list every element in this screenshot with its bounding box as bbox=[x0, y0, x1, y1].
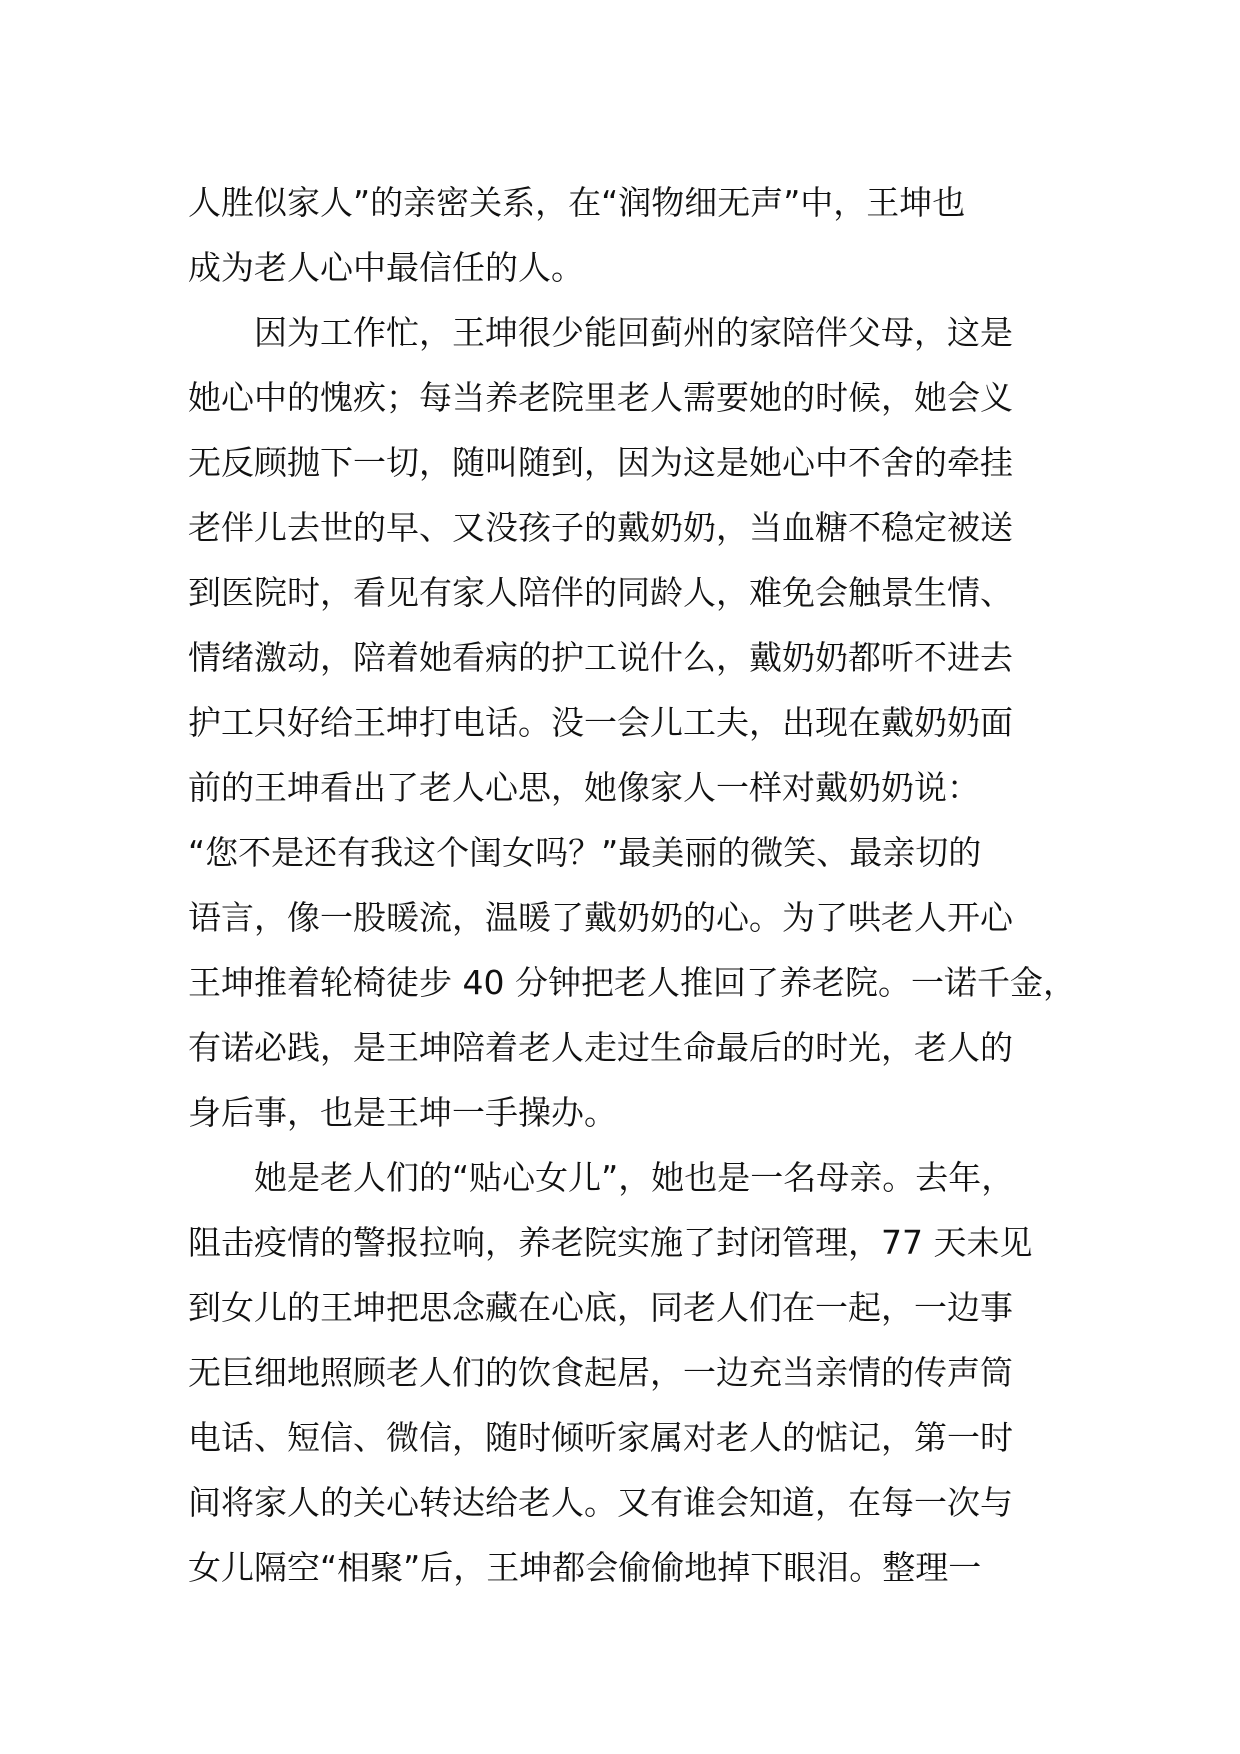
text-line: 到医院时，看见有家人陪伴的同龄人，难免会触景生情、 bbox=[188, 573, 1013, 612]
text-line: 护工只好给王坤打电话。没一会儿工夫，出现在戴奶奶面 bbox=[188, 703, 1013, 742]
text-line: 到女儿的王坤把思念藏在心底，同老人们在一起，一边事 bbox=[188, 1288, 1013, 1327]
text-line: 无巨细地照顾老人们的饮食起居，一边充当亲情的传声筒 bbox=[188, 1353, 1013, 1392]
text-line: 身后事，也是王坤一手操办。 bbox=[188, 1093, 617, 1132]
text-line: 老伴儿去世的早、又没孩子的戴奶奶，当血糖不稳定被送 bbox=[188, 508, 1013, 547]
text-line: 成为老人心中最信任的人。 bbox=[188, 248, 584, 287]
text-line: 语言，像一股暖流，温暖了戴奶奶的心。为了哄老人开心 bbox=[188, 898, 1013, 937]
text-line: “您不是还有我这个闺女吗？”最美丽的微笑、最亲切的 bbox=[188, 833, 982, 872]
text-line: 有诺必践，是王坤陪着老人走过生命最后的时光，老人的 bbox=[188, 1028, 1013, 1067]
body-text bbox=[188, 170, 1088, 1600]
text-line: 阻击疫情的警报拉响，养老院实施了封闭管理，77 天未见 bbox=[188, 1223, 1033, 1262]
text-line: 人胜似家人”的亲密关系，在“润物细无声”中，王坤也 bbox=[188, 183, 966, 222]
text-line: 无反顾抛下一切，随叫随到，因为这是她心中不舍的牵挂 bbox=[188, 443, 1013, 482]
text-line: 间将家人的关心转达给老人。又有谁会知道，在每一次与 bbox=[188, 1483, 1013, 1522]
text-line: 前的王坤看出了老人心思，她像家人一样对戴奶奶说： bbox=[188, 768, 980, 807]
paragraph-start-line: 因为工作忙，王坤很少能回蓟州的家陪伴父母，这是 bbox=[254, 313, 1013, 352]
paragraph-start-line: 她是老人们的“贴心女儿”，她也是一名母亲。去年， bbox=[254, 1158, 1015, 1197]
text-line: 电话、短信、微信，随时倾听家属对老人的惦记，第一时 bbox=[188, 1418, 1013, 1457]
text-line: 情绪激动，陪着她看病的护工说什么，戴奶奶都听不进去 bbox=[188, 638, 1013, 677]
text-line: 王坤推着轮椅徒步 40 分钟把老人推回了养老院。一诺千金， bbox=[188, 963, 1076, 1002]
text-line: 她心中的愧疚；每当养老院里老人需要她的时候，她会义 bbox=[188, 378, 1013, 417]
text-line: 女儿隔空“相聚”后，王坤都会偷偷地掉下眼泪。整理一 bbox=[188, 1548, 982, 1587]
